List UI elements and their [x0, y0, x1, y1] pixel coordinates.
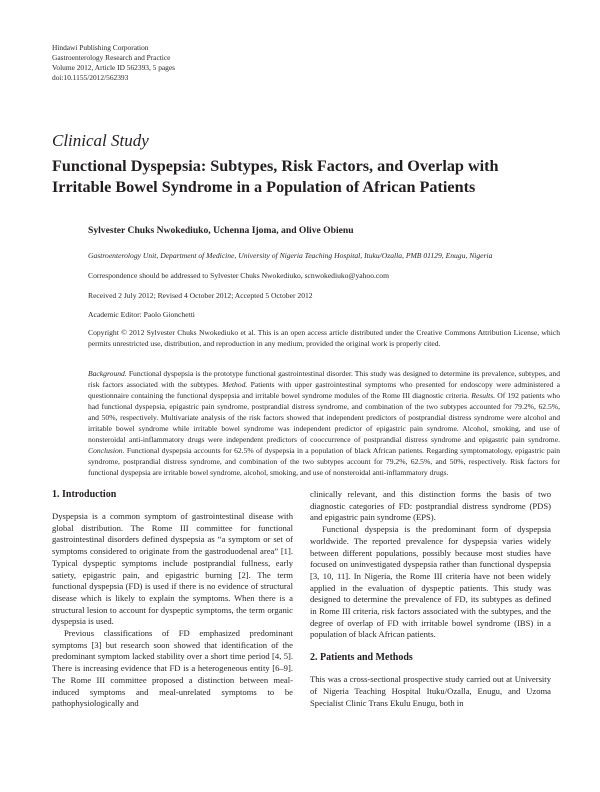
introduction-paragraph-2: Previous classifications of FD emphasized predominant symptoms [3] but research soon showed that identification of the predominant symptom lacked stability over a short time period [4, 5]. There is increasing evidence that FD is a heterogeneous entity [6–9]. The Rome III committee proposed a distinction between meal-induced symptoms and meal-unrelated symptoms to be pathophysiologically and	[52, 628, 293, 709]
journal-line: Gastroenterology Research and Practice	[52, 53, 171, 62]
left-column	[52, 489, 293, 710]
author-list: Sylvester Chuks Nwokediuko, Uchenna Ijoma, and Olive Obienu	[88, 225, 354, 236]
correspondence: Correspondence should be addressed to Sylvester Chuks Nwokediuko, scnwokediuko@yahoo.com	[88, 271, 389, 280]
abstract-method: Patients with upper gastrointestinal symptoms who presented for endoscopy were administered a questionnaire containing the functional dyspepsia and irritable bowel syndrome modules of the Rome III diagnostic criteria.	[88, 380, 560, 400]
introduction-paragraph-3: clinically relevant, and this distinction forms the basis of two diagnostic categories of FD: postprandial distress syndrome (PDS) and epigastric pain syndrome (EPS).	[310, 489, 551, 523]
copyright-notice: Copyright © 2012 Sylvester Chuks Nwokediuko et al. This is an open access article distributed under the Creative Commons Attribution License, which permits unrestricted use, distribution, and reproduction in any medium, provided the original work is properly cited.	[88, 328, 560, 348]
title-line-1: Functional Dyspepsia: Subtypes, Risk Factors, and Overlap with	[52, 157, 499, 175]
abstract-conclusion: Functional dyspepsia accounts for 62.5% of dyspepsia in a population of black African patients. Regarding symptomatology, epigastric pain syndrome, postprandial distress syndrome, and combination of the two subtypes account for 79.2%, 62.5%, and 50%, respectively. Risk factors for functional dyspepsia are irritable bowel syndrome, alcohol, smoking, and use of nonsteroidal anti-inflammatory drugs.	[88, 446, 560, 477]
abstract	[88, 368, 560, 478]
journal-info	[52, 43, 175, 83]
publisher-line: Hindawi Publishing Corporation	[52, 43, 149, 52]
article-type: Clinical Study	[52, 131, 149, 150]
right-column	[310, 489, 551, 709]
article-dates: Received 2 July 2012; Revised 4 October 2012; Accepted 5 October 2012	[88, 291, 313, 300]
abstract-conclusion-label: Conclusion.	[88, 446, 125, 455]
academic-editor: Academic Editor: Paolo Gionchetti	[88, 310, 195, 319]
introduction-heading: 1. Introduction	[52, 489, 117, 500]
doi-line: doi:10.1155/2012/562393	[52, 73, 129, 82]
abstract-results: Of 192 patients who had functional dyspepsia, epigastric pain syndrome, postprandial distress syndrome, and combination of the two subtypes accounted for 79.2%, 62.5%, and 50%, respectively. Multivariate analysis of the risk factors showed that independent predictors of postprandial distress syndrome were alcohol and irritable bowel syndrome while irritable bowel syndrome was independent predictor of epigastric pain syndrome. Alcohol, smoking, and use of nonsteroidal anti-inflammatory drugs were independent predictors of cooccurrence of postprandial distress syndrome and epigastric pain syndrome.	[88, 391, 560, 444]
abstract-background-label: Background.	[88, 369, 127, 378]
introduction-paragraph-1: Dyspepsia is a common symptom of gastrointestinal disease with global distribution. The Rome III committee for functional gastrointestinal disorders defined dyspepsia as “a symptom or set of symptoms considered to originate from the gastroduodenal area” [1]. Typical dyspeptic symptoms include postprandial fullness, early satiety, epigastric pain, and epigastric burning [2]. The term functional dyspepsia (FD) is used if there is no evidence of structural disease which is likely to explain the symptoms. When there is a structural lesion to account for dyspeptic symptoms, the term organic dyspepsia is used.	[52, 511, 293, 627]
abstract-background: Functional dyspepsia is the prototype functional gastrointestinal disorder. This study was designed to determine its prevalence, subtypes, and risk factors associated with the subtypes.	[88, 369, 560, 389]
volume-line: Volume 2012, Article ID 562393, 5 pages	[52, 63, 176, 72]
introduction-paragraph-4: Functional dyspepsia is the predominant form of dyspepsia worldwide. The reported prevalence for dyspepsia varies widely between different populations, possibly because most studies have focused on uninvestigated dyspepsia rather than functional dyspepsia [3, 10, 11]. In Nigeria, the Rome III criteria have not been widely applied in the evaluation of dyspeptic patients. This study was designed to determine the prevalence of FD, its subtypes as defined in Rome III criteria, risk factors associated with the subtypes, and the degree of overlap of FD with irritable bowel syndrome (IBS) in a population of black African patients.	[310, 524, 551, 640]
methods-heading: 2. Patients and Methods	[310, 652, 413, 664]
article-title	[52, 156, 562, 198]
abstract-method-label: Method.	[222, 380, 248, 389]
title-line-2: Irritable Bowel Syndrome in a Population of African Patients	[52, 178, 476, 196]
abstract-results-label: Results.	[471, 391, 496, 400]
methods-paragraph-1: This was a cross-sectional prospective study carried out at University of Nigeria Teaching Hospital Ituku/Ozalla, Enugu, and Uzoma Specialist Clinic Trans Ekulu Enugu, both in	[310, 674, 551, 708]
affiliation: Gastroenterology Unit, Department of Medicine, University of Nigeria Teaching Hospital, Ituku/Ozalla, PMB 01129, Enugu, Nigeria	[88, 251, 493, 260]
